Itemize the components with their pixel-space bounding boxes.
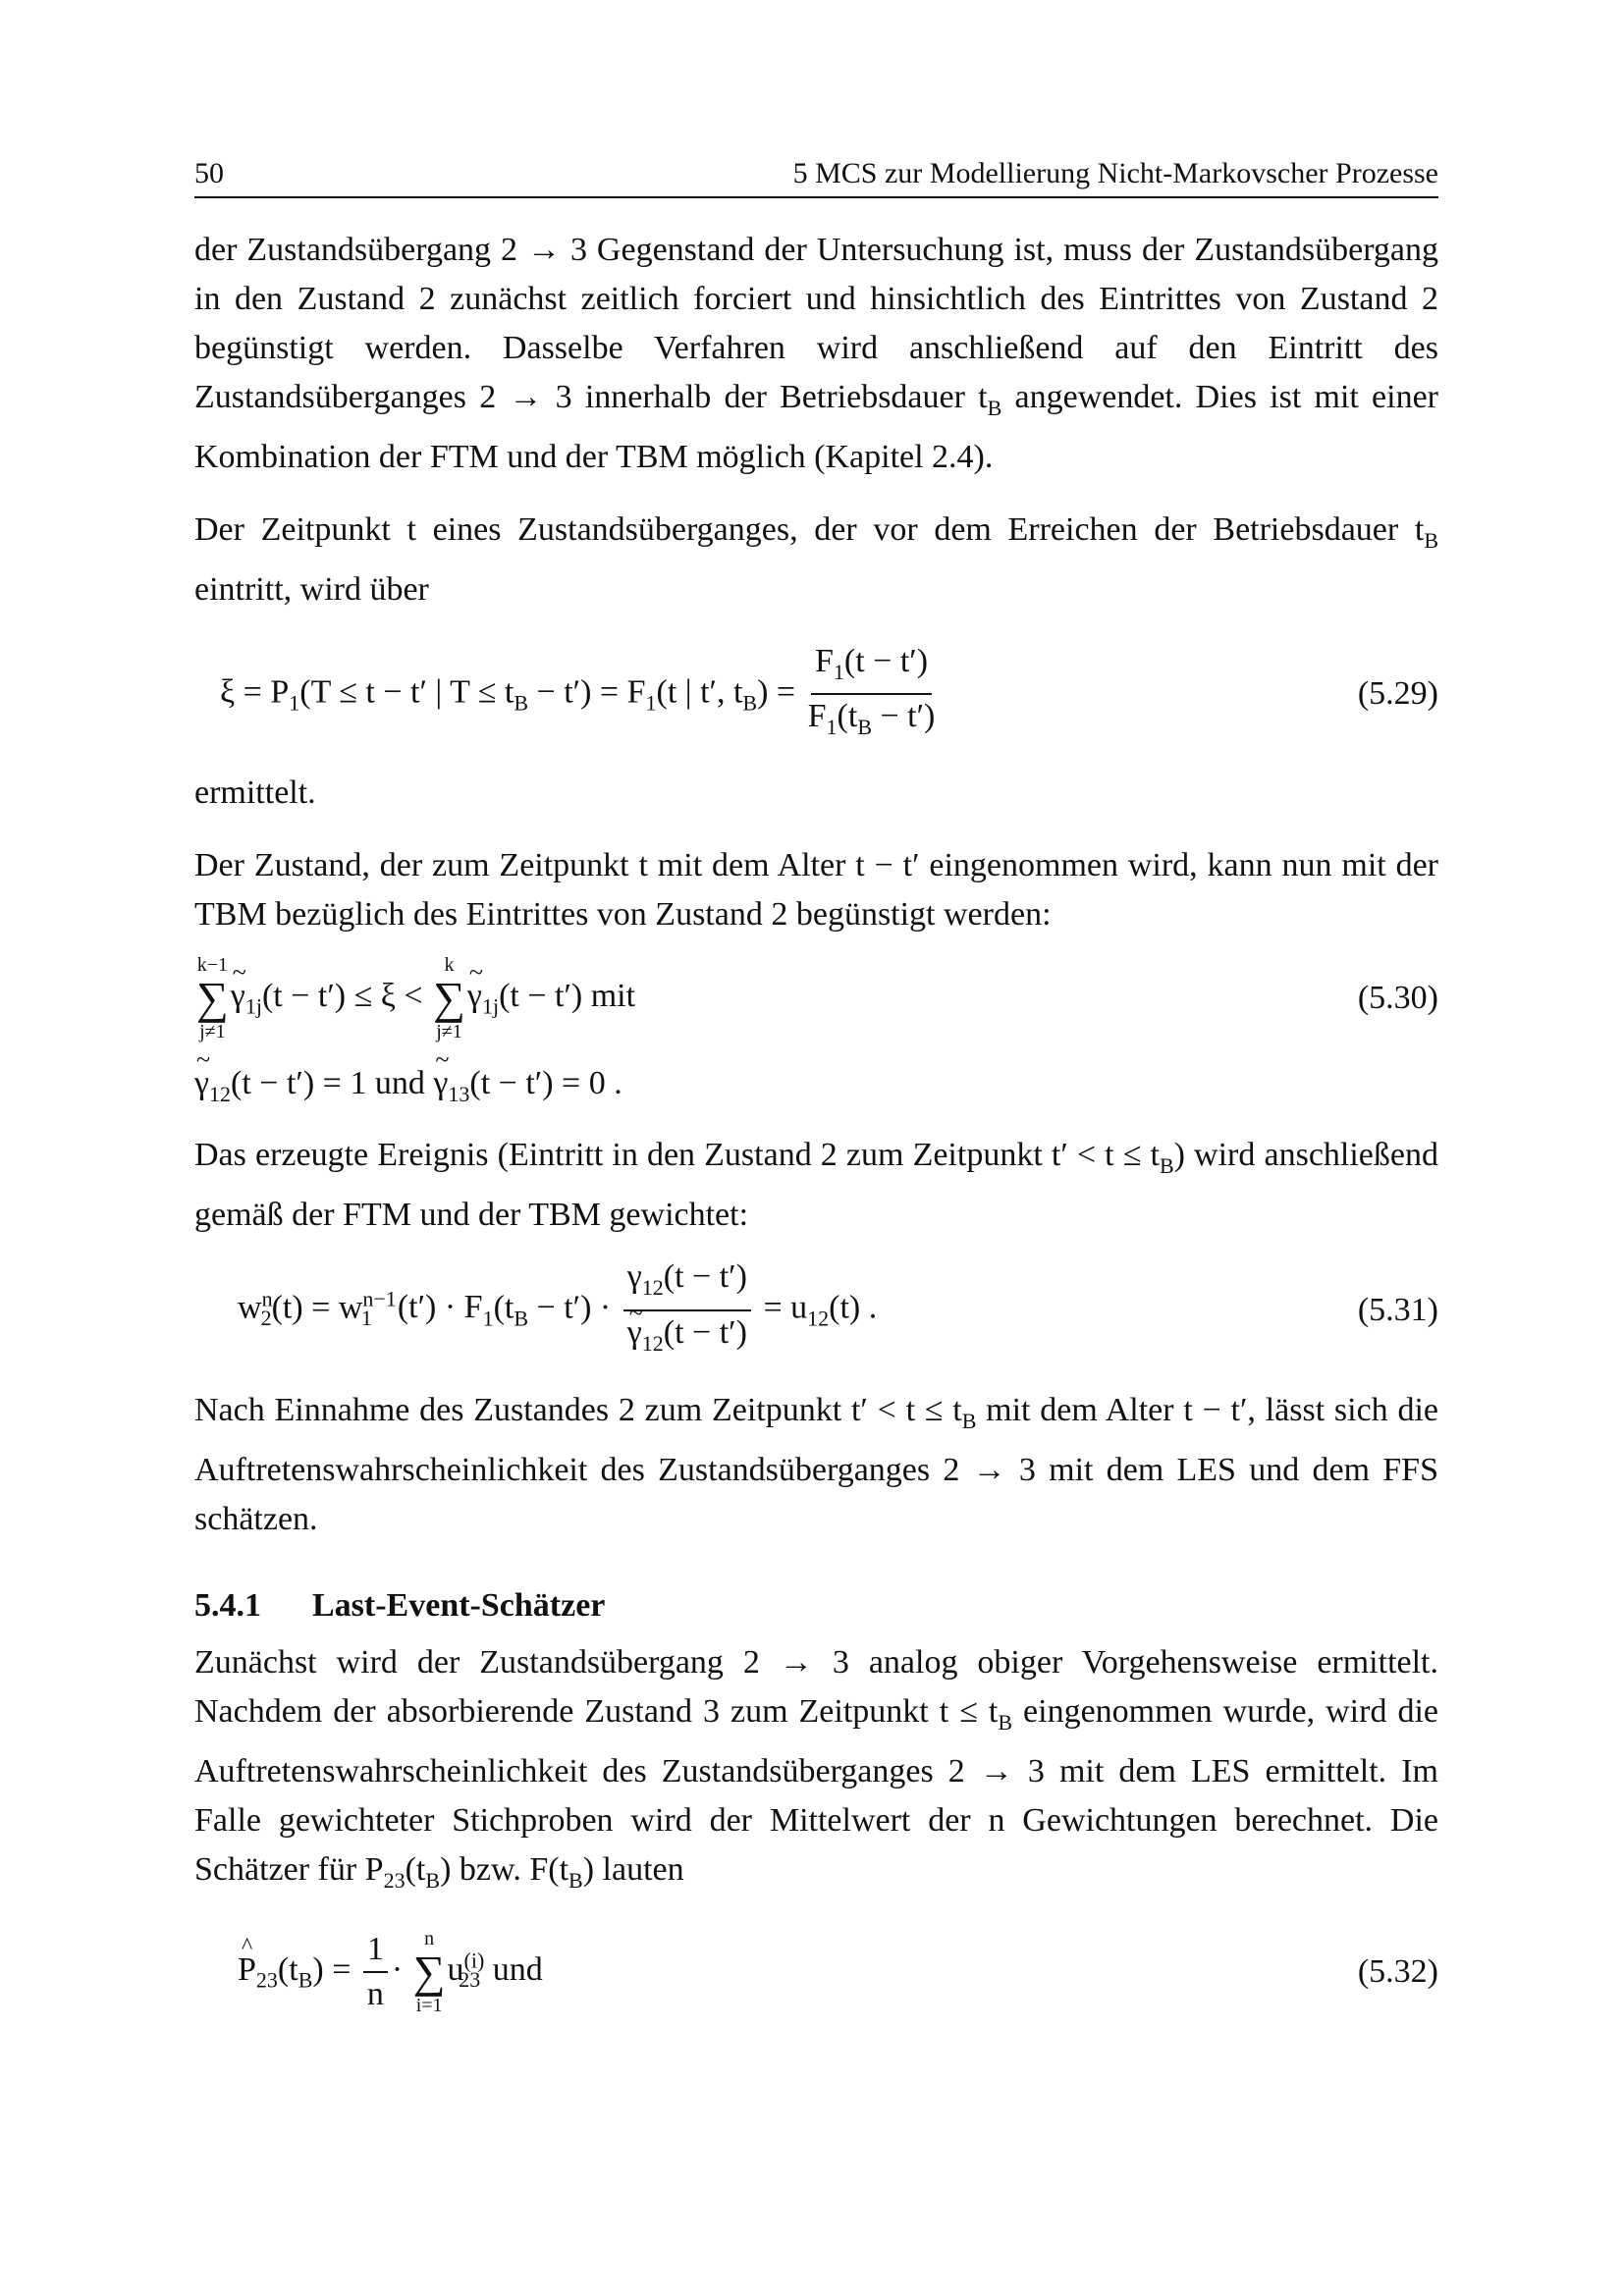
equation-5-31 bbox=[238, 1257, 1438, 1363]
running-title: 5 MCS zur Modellierung Nicht-Markovscher Prozesse bbox=[792, 157, 1438, 189]
equation-5-29-body: $\xi = P_1(T \le t - t'$ | $T \le t_B - t') = F_1(t$ | t′, $t_B$) = $\frac{F_1(t - t')}{F_1(t_B - t')}$ bbox=[220, 642, 939, 748]
equation-5-32 bbox=[238, 1927, 1438, 2017]
sum-operator: n ∑ i=1 bbox=[412, 1927, 446, 2016]
paragraph-3: ermittelt. bbox=[194, 774, 316, 812]
equation-number: (5.29) bbox=[1357, 675, 1438, 713]
paragraph-4: Der Zustand, der zum Zeitpunkt t mit dem Alter t − t′ eingenommen wird, kann nun mit der TBM bezüglich des Eintrittes von Zustand 2 begünstigt werden: bbox=[194, 847, 1438, 934]
equation-number: (5.32) bbox=[1357, 1952, 1438, 1990]
paragraph-2: Der Zeitpunkt t eines Zustandsüberganges, der vor dem Erreichen der Betriebsdauer $t_B$ eintritt, wird über bbox=[194, 510, 1438, 608]
paragraph-6: Nach Einnahme des Zustandes 2 zum Zeitpunkt $t' < t \le t_B$ mit dem Alter t − t′, lässt sich die Auftretenswahrscheinlichkeit des Zustandsüberganges 2 → 3 mit dem LES und dem FFS schätzen. bbox=[194, 1392, 1439, 1538]
section-heading: 5.4.1 Last-Event-Schätzer bbox=[194, 1587, 606, 1625]
fraction: $\gamma_{12}(t - t')$ ~ $\gamma_{12}(t - t')$ bbox=[623, 1257, 751, 1363]
running-header bbox=[194, 157, 1438, 198]
equation-number: (5.30) bbox=[1357, 980, 1438, 1017]
equation-number: (5.31) bbox=[1357, 1291, 1438, 1328]
paragraph-5: Das erzeugte Ereignis (Eintritt in den Zustand 2 zum Zeitpunkt $t' < t \le t_B$) wird anschließend gemäß der FTM und der TBM gewichtet: bbox=[194, 1136, 1438, 1233]
paper-page bbox=[194, 157, 1438, 2017]
equation-5-30-body: k−1 ∑ j≠1 ~ $\gamma_{1j}(t - t') \le \xi$ < k ∑ j≠1 ~ $\gamma_{1j}(t - t')$ mit bbox=[194, 953, 635, 1043]
sum-operator: k−1 ∑ j≠1 bbox=[196, 954, 229, 1043]
fraction: $\frac{1}{n}$ bbox=[363, 1930, 388, 2014]
fraction: $\frac{F_1(t - t')}{F_1(t_B - t')}$ bbox=[807, 642, 936, 740]
equation-5-30-line-2: ~ $\gamma_{12}(t - t') = 1$ und ~ $\gamma_{13}(t - t') = 0$ . bbox=[194, 1065, 1438, 1107]
equation-5-31-body: $w^n_2(t) = w^{n-1}_1$ $(t') \cdot F_1(t_B - t')$ · $\gamma_{12}(t - t')$ ~ $\gamma_{12}(t - t')$ = $u_{12}(t)$ . bbox=[238, 1257, 877, 1363]
paragraph-7: Zunächst wird der Zustandsübergang 2 → 3 analog obiger Vorgehensweise ermittelt. Nachdem der absorbierende Zustand 3 zum Zeitpunkt $t \le t_B$ eingenommen wurde, wird die Auftretenswahrscheinlichkeit des Zustandsüberganges 2 → 3 mit dem LES ermittelt. Im Falle gewichteter Stichproben wird der Mittelwert der n Gewichtungen berechnet. Die Schätzer für $P_{23}(t_B)$ bzw. $F(t_B)$ lauten bbox=[194, 1644, 1439, 1893]
sum-operator: k ∑ j≠1 bbox=[433, 954, 465, 1043]
equation-5-30 bbox=[194, 953, 1438, 1043]
equation-5-29 bbox=[220, 642, 1438, 748]
paragraph-1: der Zustandsübergang 2 → 3 Gegenstand der Untersuchung ist, muss der Zustandsübergang in den Zustand 2 zunächst zeitlich forciert und hinsichtlich des Eintrittes von Zustand 2 begünstigt werden. Dasselbe Verfahren wird anschließend auf den Eintritt des Zustandsüberganges 2 → 3 innerhalb der Betriebsdauer $t_B$ angewendet. Dies ist mit einer Kombination der FTM und der TBM möglich (Kapitel 2.4). bbox=[194, 232, 1439, 475]
equation-5-32-body: ^ $P_{23}(t_B)$ = $\frac{1}{n}$ · n ∑ i=1 $u^{(i)}_{23}$ und bbox=[238, 1927, 543, 2017]
page-number: 50 bbox=[194, 157, 224, 189]
